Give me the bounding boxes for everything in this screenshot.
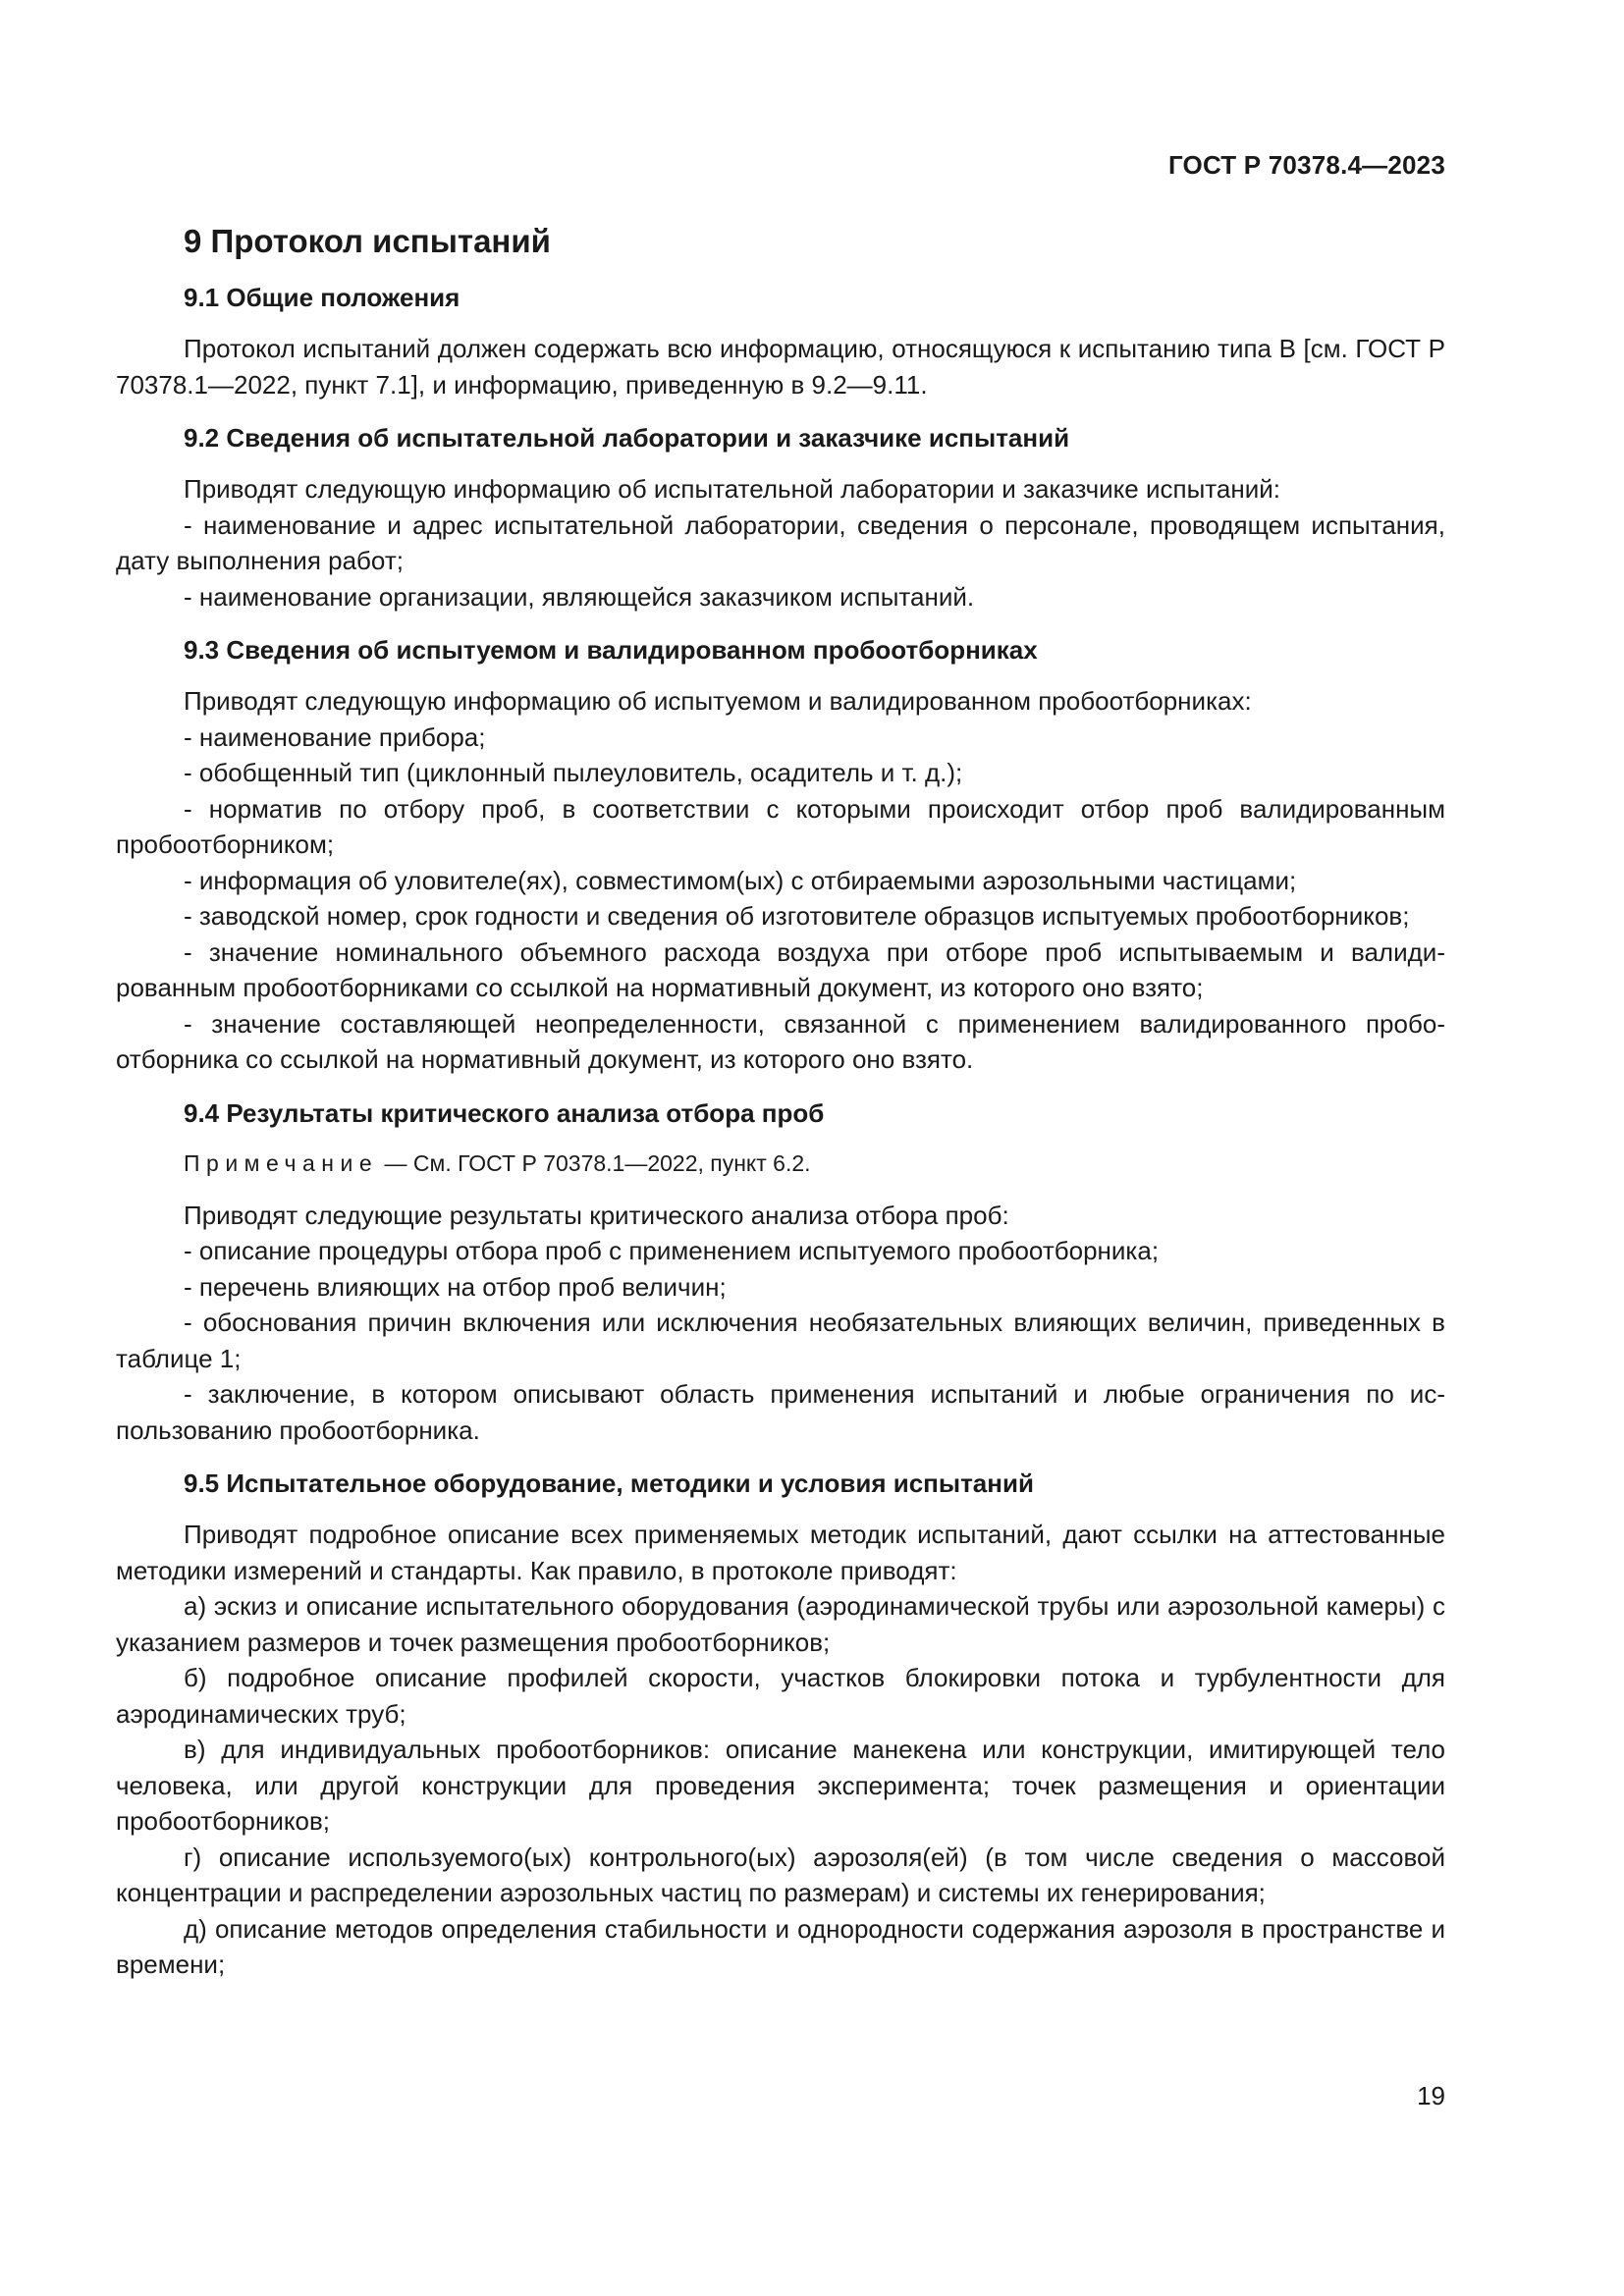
subsection-title-9-5: 9.5 Испытательное оборудование, методики и условия испытаний <box>184 1468 1034 1498</box>
list-item: - заводской номер, срок годности и сведения об изготовителе образцов испытуемых пробоотборников; <box>184 901 1410 931</box>
list-item: - заключение, в котором описывают область применения испытаний и любые ограничения по использованию пробоотборника. <box>116 1379 1445 1445</box>
paragraph-intro: Приводят подробное описание всех применяемых методик испытаний, дают ссылки на аттестованные методики измерений и стандарты. Как правило, в протоколе приводят: <box>116 1520 1445 1585</box>
page-content <box>116 222 1445 1983</box>
list-item: г) описание используемого(ых) контрольного(ых) аэрозоля(ей) (в том числе сведения о массовой концентрации и распределении аэрозольных частиц по размерам) и системы их генерирования; <box>116 1842 1445 1907</box>
subsection-title-9-1: 9.1 Общие положения <box>184 283 460 312</box>
list-item: - обоснования причин включения или исключения необязательных влияющих величин, приведенных в таблице 1; <box>116 1308 1445 1373</box>
list-item: - значение составляющей неопределенности, связанной с применением валидированного пробоотборника со ссылкой на нормативный документ, из которого оно взято. <box>116 1008 1445 1074</box>
list-item: - наименование прибора; <box>184 721 486 752</box>
list-item: - информация об уловителе(ях), совместимом(ых) с отбираемыми аэрозольными частицами; <box>184 865 1297 895</box>
list-item: - описание процедуры отбора проб с применением испытуемого пробоотборника; <box>184 1236 1160 1265</box>
list-item: - наименование организации, являющейся заказчиком испытаний. <box>184 581 975 612</box>
section-title: 9 Протокол испытаний <box>184 223 551 259</box>
subsection-title-9-3: 9.3 Сведения об испытуемом и валидированном пробоотборниках <box>184 635 1038 665</box>
subsection-title-9-4: 9.4 Результаты критического анализа отбора проб <box>184 1097 825 1128</box>
page-number: 19 <box>1417 2081 1445 2110</box>
paragraph-intro: Приводят следующие результаты критического анализа отбора проб: <box>184 1200 1009 1230</box>
paragraph-intro: Приводят следующую информацию об испытуемом и валидированном пробоотборниках: <box>184 686 1252 716</box>
list-item: - наименование и адрес испытательной лаборатории, сведения о персонале, проводящем испытания, дату выполнения работ; <box>116 509 1445 575</box>
list-item: д) описание методов определения стабильности и однородности содержания аэрозоля в пространстве и времени; <box>116 1913 1445 1979</box>
list-item: в) для индивидуальных пробоотборников: описание манекена или конструкции, имитирующей тело человека, или другой конструкции для проведения эксперимента; точек размещения и ориентации пробоотборников; <box>116 1735 1445 1836</box>
note-text: — См. ГОСТ Р 70378.1—2022, пункт 6.2. <box>378 1149 811 1176</box>
paragraph-intro: Приводят следующую информацию об испытательной лаборатории и заказчике испытаний: <box>184 474 1280 504</box>
subsection-title-9-2: 9.2 Сведения об испытательной лаборатории и заказчике испытаний <box>184 423 1070 453</box>
paragraph: Протокол испытаний должен содержать всю информацию, относящуюся к испытанию типа В [см. ГОСТ Р 70378.1—2022, пункт 7.1], и информацию, приведенную в 9.2—9.11. <box>116 334 1445 400</box>
list-item: - перечень влияющих на отбор проб величин; <box>184 1271 727 1302</box>
list-item: - значение номинального объемного расхода воздуха при отборе проб испытываемым и валидированным пробоотборниками со ссылкой на нормативный документ, из которого оно взято; <box>116 936 1445 1002</box>
note-label: Примечание <box>184 1149 379 1176</box>
list-item: б) подробное описание профилей скорости, участков блокировки потока и турбулентности для аэродинамических труб; <box>116 1663 1445 1729</box>
list-item: - норматив по отбору проб, в соответствии с которыми происходит отбор проб валидированным пробоотборником; <box>116 793 1445 859</box>
list-item: - обобщенный тип (циклонный пылеуловитель, осадитель и т. д.); <box>184 758 963 787</box>
list-item: а) эскиз и описание испытательного оборудования (аэродинамической трубы или аэрозольной камеры) с указанием размеров и точек размещения пробоотборников; <box>116 1591 1445 1657</box>
note <box>116 1147 1445 1180</box>
document-code: ГОСТ Р 70378.4—2023 <box>1167 150 1445 180</box>
